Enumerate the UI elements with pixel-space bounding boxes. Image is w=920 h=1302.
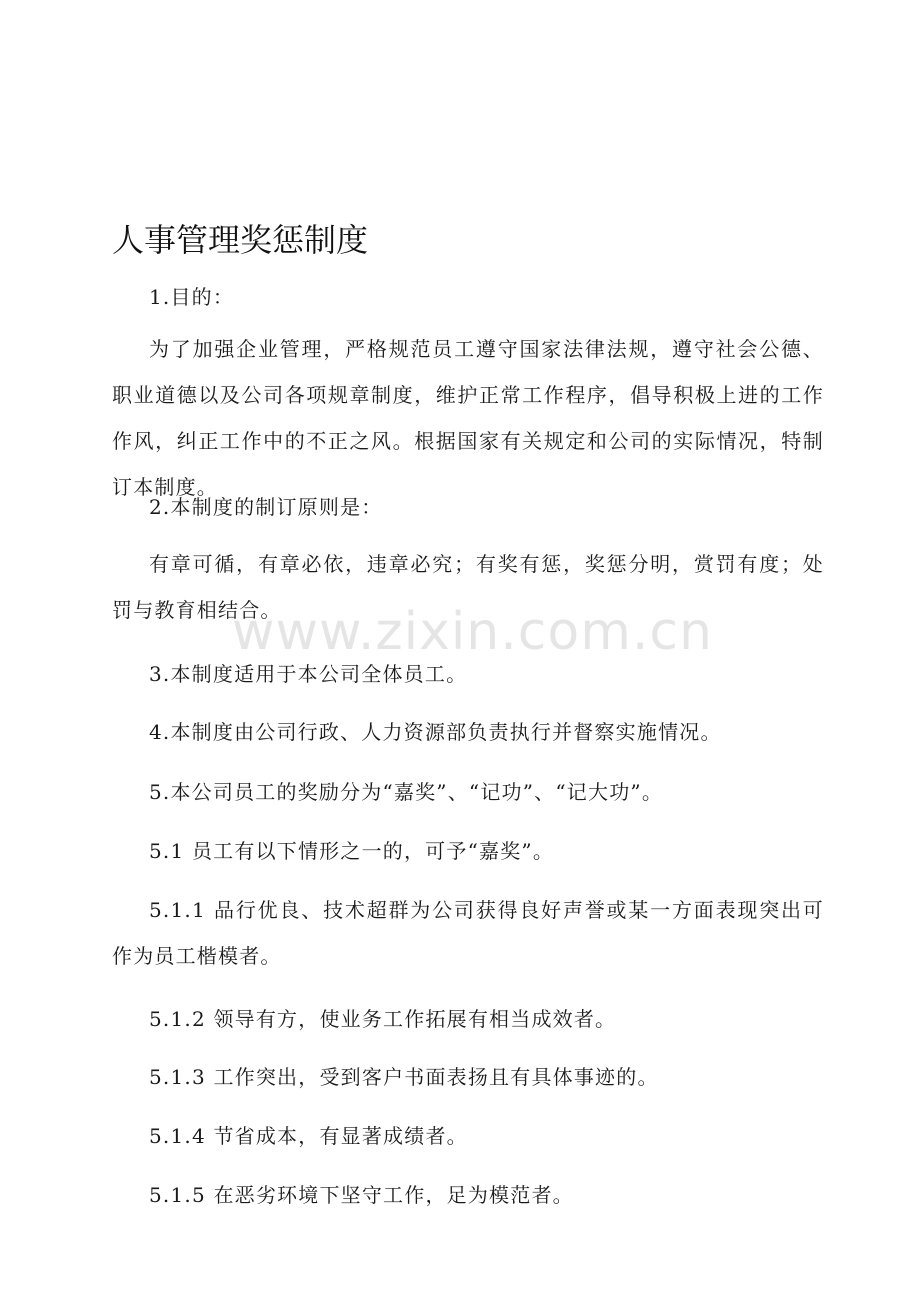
watermark-text: www.zixin.com.cn [232,602,713,662]
paragraph-scope: 3.本制度适用于本公司全体员工。 [149,662,468,686]
paragraph-clause-5-1-1: 5.1.1 品行优良、技术超群为公司获得良好声誉或某一方面表现突出可作为员工楷模者。 [112,898,824,968]
document-title: 人事管理奖惩制度 [112,221,369,259]
paragraph-purpose-heading: 1.目的： [149,285,235,309]
paragraph-responsibility: 4.本制度由公司行政、人力资源部负责执行并督察实施情况。 [149,720,722,744]
paragraph-principles-heading: 2.本制度的制订原则是： [149,495,383,519]
paragraph-commendation-conditions: 5.1 员工有以下情形之一的，可予“嘉奖”。 [149,839,555,863]
paragraph-clause-5-1-5: 5.1.5 在恶劣环境下坚守工作，足为模范者。 [149,1183,574,1207]
paragraph-clause-5-1-3: 5.1.3 工作突出，受到客户书面表扬且有具体事迹的。 [149,1065,659,1089]
paragraph-clause-5-1-2: 5.1.2 领导有方，使业务工作拓展有相当成效者。 [149,1007,617,1031]
paragraph-principles-body: 有章可循，有章必依，违章必究；有奖有惩，奖惩分明，赏罚有度；处罚与教育相结合。 [112,552,824,622]
paragraph-clause-5-1-4: 5.1.4 节省成本，有显著成绩者。 [149,1124,468,1148]
paragraph-reward-types: 5.本公司员工的奖励分为“嘉奖”、“记功”、“记大功”。 [149,780,664,804]
paragraph-purpose-body: 为了加强企业管理，严格规范员工遵守国家法律法规，遵守社会公德、职业道德以及公司各项规章制度，维护正常工作程序，倡导积极上进的工作作风，纠正工作中的不正之风。根据国家有关规定和公司的实际情况，特制订本制度。 [112,337,824,499]
